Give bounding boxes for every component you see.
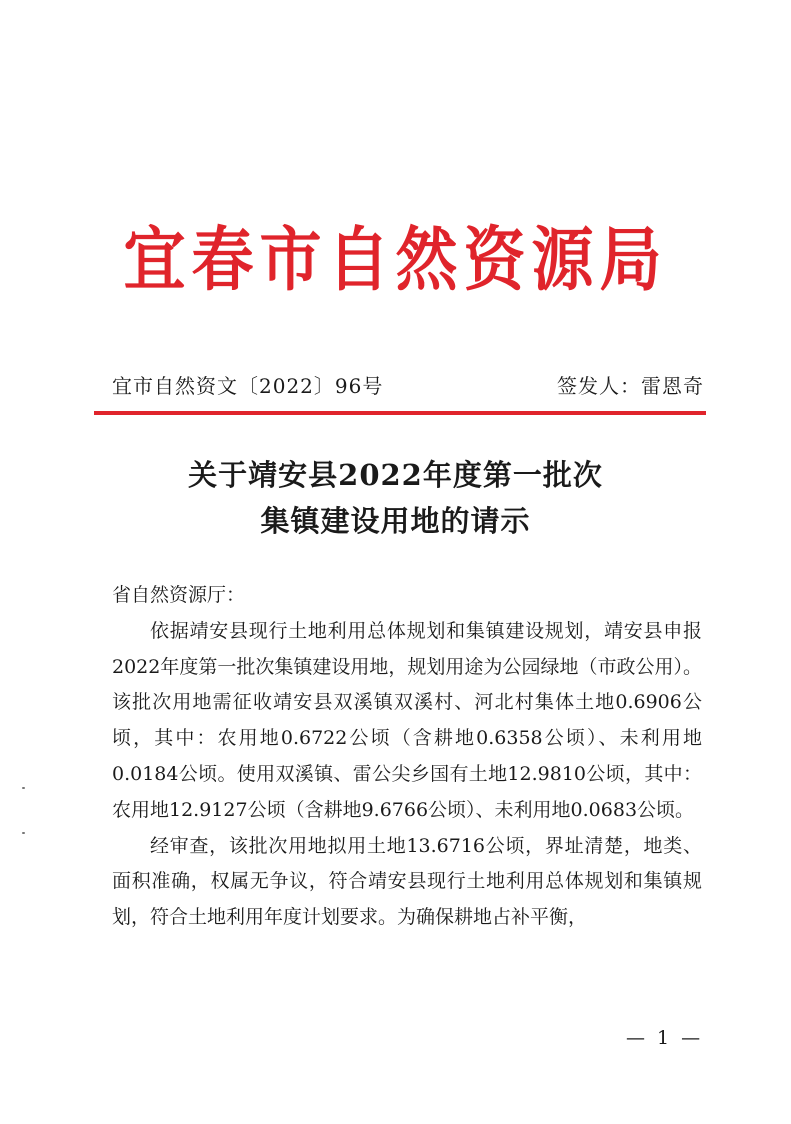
signer: 签发人：雷恩奇 [557,374,704,398]
agency-masthead: 宜春市自然资源局 [123,218,668,301]
document-body [112,578,702,936]
scan-speck [22,787,25,789]
red-divider-line [94,411,706,415]
title-line-1: 关于靖安县2022年度第一批次 [188,458,603,492]
document-info-row [112,371,704,401]
document-title [0,452,791,544]
paragraph-2: 经审查，该批次用地拟用土地13.6716公顷，界址清楚，地类、面积准确，权属无争议，符合靖安县现行土地利用总体规划和集镇规划，符合土地利用年度计划要求。为确保耕地占补平衡， [112,834,702,929]
salutation: 省自然资源厅： [112,584,246,606]
document-number: 宜市自然资文〔2022〕96号 [112,374,384,398]
paragraph-1: 依据靖安县现行土地利用总体规划和集镇建设规划，靖安县申报2022年度第一批次集镇建设用地，规划用途为公园绿地（市政公用）。该批次用地需征收靖安县双溪镇双溪村、河北村集体土地0.6906公顷，其中：农用地0.6722公顷（含耕地0.6358公顷）、未利用地0.0184公顷。使用双溪镇、雷公尖乡国有土地12.9810公顷，其中：农用地12.9127公顷（含耕地9.6766公顷）、未利用地0.0683公顷。 [112,619,702,821]
page-number: — 1 — [626,1027,704,1049]
title-line-2: 集镇建设用地的请示 [260,504,531,538]
scan-speck [22,832,25,834]
